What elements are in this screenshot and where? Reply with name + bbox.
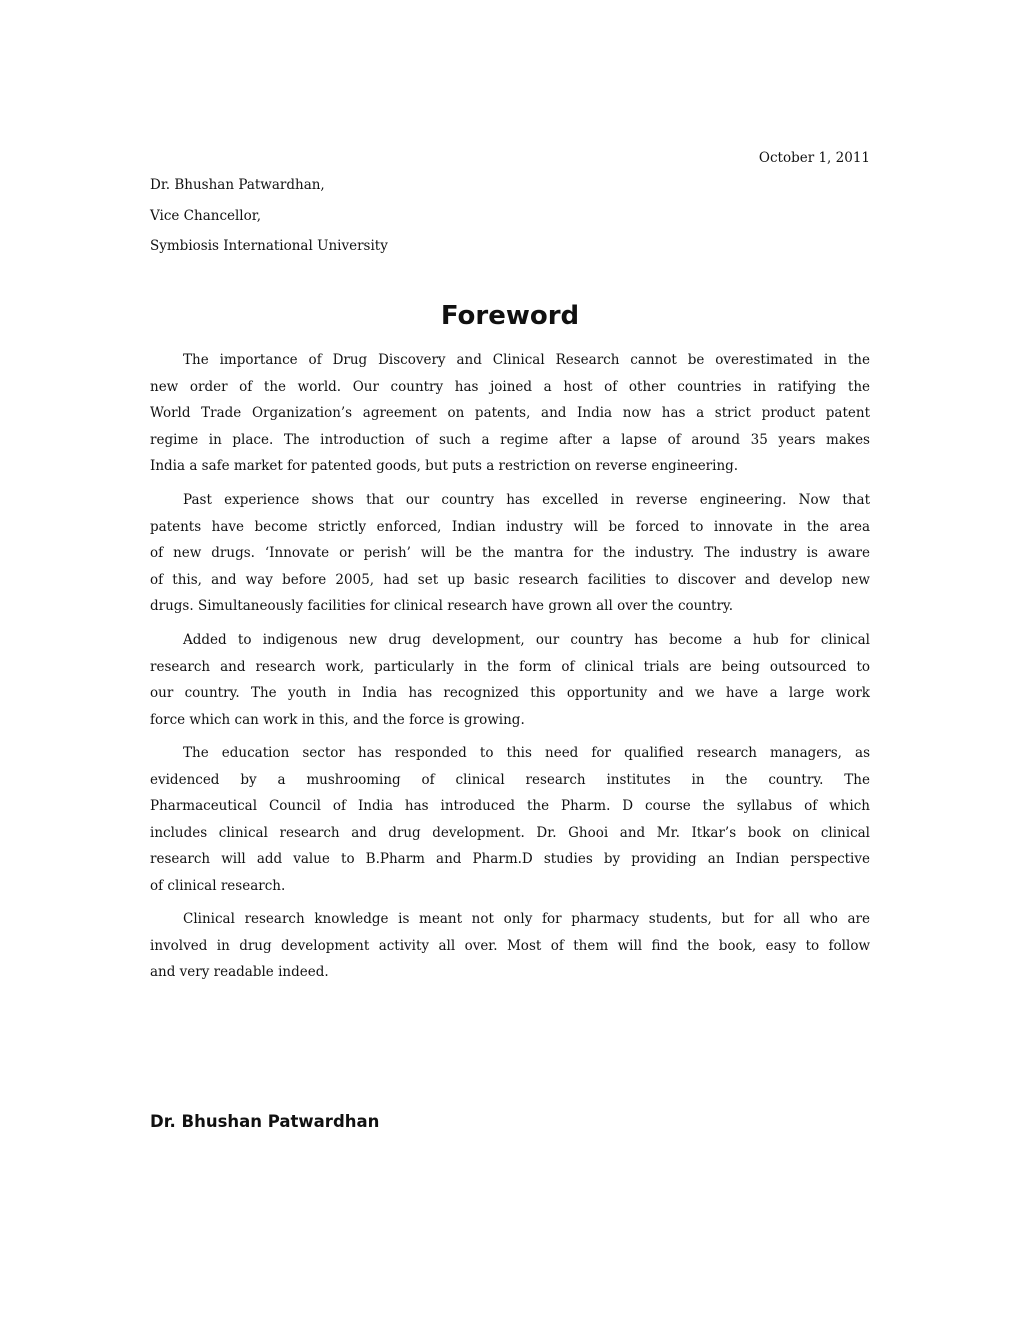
paragraph-line: includes clinical research and drug development. Dr. Ghooi and Mr. Itkar’s book on clinical [150,824,870,841]
paragraph-line: patents have become strictly enforced, Indian industry will be forced to innovate in the area [150,518,870,535]
page-title: Foreword [440,301,580,331]
letter-date: October 1, 2011 [758,150,870,166]
paragraph-line: drugs. Simultaneously facilities for clinical research have grown all over the country. [150,598,734,615]
paragraph-line: force which can work in this, and the force is growing. [150,711,525,728]
paragraph-line: Added to indigenous new drug development, our country has become a hub for clinical [183,632,870,648]
paragraph [150,487,870,620]
paragraph [150,906,870,986]
paragraph-line: Past experience shows that our country has excelled in reverse engineering. Now that [183,492,870,508]
paragraph-line: our country. The youth in India has recognized this opportunity and we have a large work [150,685,870,702]
paragraph-line: World Trade Organization’s agreement on patents, and India now has a strict product patent [150,405,870,422]
signature: Dr. Bhushan Patwardhan [150,1112,380,1131]
recipient-name: Dr. Bhushan Patwardhan, [150,177,325,193]
recipient-title: Vice Chancellor, [150,208,262,224]
paragraph-line: The importance of Drug Discovery and Clinical Research cannot be overestimated in the [183,352,870,368]
paragraph-line: evidenced by a mushrooming of clinical research institutes in the country. The [150,771,870,788]
recipient-institution: Symbiosis International University [150,238,388,254]
paragraph [150,347,870,480]
paragraph-line: of clinical research. [150,877,286,894]
paragraph-line: involved in drug development activity all over. Most of them will find the book, easy to follow [150,937,870,954]
paragraph-line: research will add value to B.Pharm and Pharm.D studies by providing an Indian perspective [150,851,870,868]
paragraph-line: The education sector has responded to this need for qualified research managers, as [183,745,870,761]
paragraph-line: research and research work, particularly in the form of clinical trials are being outsourced to [150,658,870,675]
paragraph-line: Pharmaceutical Council of India has introduced the Pharm. D course the syllabus of which [150,798,870,815]
paragraph-line: new order of the world. Our country has joined a host of other countries in ratifying the [150,378,870,395]
paragraph-line: of new drugs. ‘Innovate or perish’ will be the mantra for the industry. The industry is aware [150,545,870,562]
paragraph [150,627,870,733]
paragraph-line: India a safe market for patented goods, but puts a restriction on reverse engineering. [150,458,739,475]
paragraph-line: Clinical research knowledge is meant not only for pharmacy students, but for all who are [183,911,870,927]
paragraph-line: regime in place. The introduction of such a regime after a lapse of around 35 years makes [150,431,870,448]
paragraph-line: of this, and way before 2005, had set up basic research facilities to discover and develop new [150,571,870,588]
paragraph [150,740,870,900]
paragraph-line: and very readable indeed. [150,964,329,981]
